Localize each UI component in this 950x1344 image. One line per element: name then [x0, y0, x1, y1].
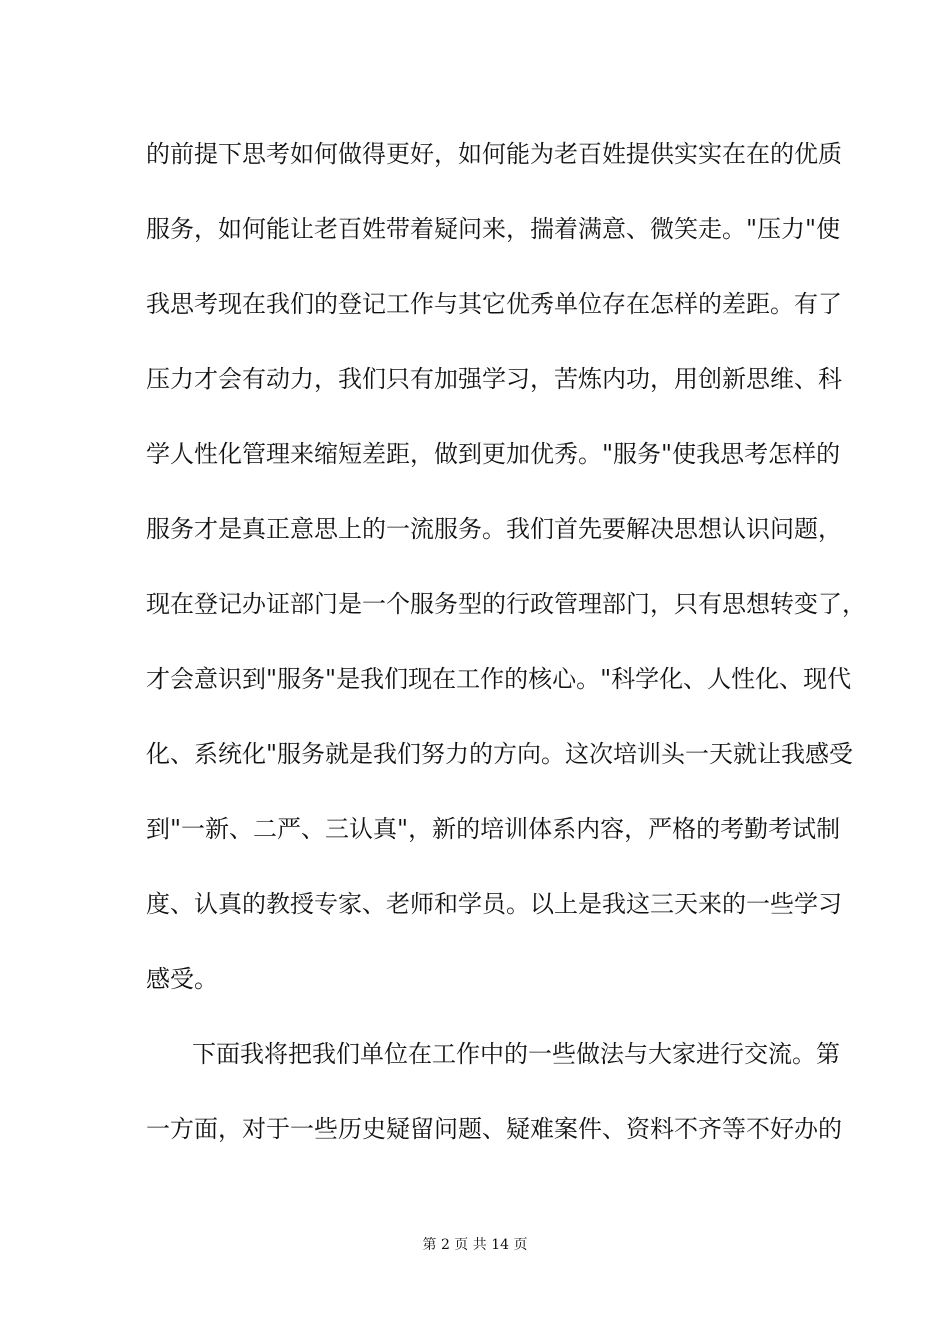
body-text-line-3: 我思考现在我们的登记工作与其它优秀单位存在怎样的差距。有了 [146, 290, 842, 318]
paragraph-first-line: 下面我将把我们单位在工作中的一些做法与大家进行交流。第 [192, 1040, 840, 1068]
body-text-line-14: 一方面，对于一些历史疑留问题、疑难案件、资料不齐等不好办的 [146, 1115, 842, 1143]
page-number-footer: 第 2 页 共 14 页 [422, 1237, 528, 1253]
body-text-line-7: 现在登记办证部门是一个服务型的行政管理部门，只有思想转变了， [146, 590, 866, 618]
body-text-line-12: 感受。 [146, 965, 218, 993]
body-text-line-2: 服务，如何能让老百姓带着疑问来，揣着满意、微笑走。"压力"使 [146, 215, 841, 243]
body-text-line-10: 到"一新、二严、三认真"，新的培训体系内容，严格的考勤考试制 [146, 815, 841, 843]
body-text-line-8: 才会意识到"服务"是我们现在工作的核心。"科学化、人性化、现代 [146, 665, 852, 693]
body-text-line-11: 度、认真的教授专家、老师和学员。以上是我这三天来的一些学习 [146, 890, 842, 918]
body-text-line-9: 化、系统化"服务就是我们努力的方向。这次培训头一天就让我感受 [146, 740, 854, 768]
body-text-line-6: 服务才是真正意思上的一流服务。我们首先要解决思想认识问题， [146, 515, 842, 543]
body-text-line-4: 压力才会有动力，我们只有加强学习，苦炼内功，用创新思维、科 [146, 365, 842, 393]
body-text-line-5: 学人性化管理来缩短差距，做到更加优秀。"服务"使我思考怎样的 [146, 440, 841, 468]
body-text-line-1: 的前提下思考如何做得更好，如何能为老百姓提供实实在在的优质 [146, 140, 842, 168]
